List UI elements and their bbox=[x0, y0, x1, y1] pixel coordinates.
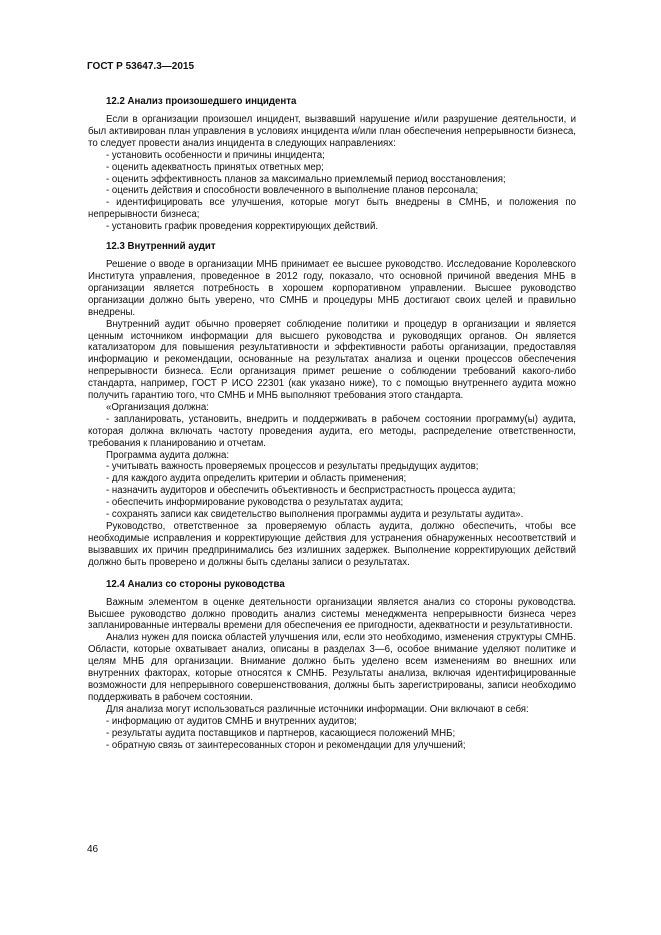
list-item: - учитывать важность проверяемых процессов и результаты предыдущих аудитов; bbox=[106, 461, 479, 473]
paragraph: Если в организации произошел инцидент, вызвавший нарушение и/или разрушение деятельности, и был активирован план управления в условиях инцидента и/или план обеспечения непрерывности бизнеса, то следует провести анализ инцидента в следующих направлениях: bbox=[88, 114, 576, 149]
list-item: - установить график проведения корректирующих действий. bbox=[106, 221, 379, 233]
paragraph: Программа аудита должна: bbox=[106, 449, 230, 461]
paragraph: Решение о вводе в организации МНБ принимает ее высшее руководство. Исследование Королевского Института управления, проведенное в 2012 году, показало, что основной причиной введения МНБ в организации является потребность в хорошем корпоративном управлении. Высшее руководство организации должно быть уверено, что СМНБ и процедуры МНБ достигают своих целей и правильно внедрены. bbox=[88, 259, 576, 318]
list-item: - оценить адекватность принятых ответных мер; bbox=[106, 161, 324, 173]
list-item: - результаты аудита поставщиков и партнеров, касающиеся положений МНБ; bbox=[106, 727, 456, 739]
section-heading: 12.4 Анализ со стороны руководства bbox=[106, 578, 285, 590]
section-12-3 bbox=[88, 241, 576, 569]
list-item: - оценить эффективность планов за максимально приемлемый период восстановления; bbox=[106, 173, 506, 185]
list-item: - сохранять записи как свидетельство выполнения программы аудита и результаты аудита». bbox=[106, 509, 524, 521]
list-item: - обеспечить информирование руководства о результатах аудита; bbox=[106, 497, 404, 509]
document-header: ГОСТ Р 53647.3—2015 bbox=[87, 61, 195, 72]
paragraph: Для анализа могут использоваться различные источники информации. Они включают в себя: bbox=[106, 703, 529, 715]
section-12-4 bbox=[88, 579, 576, 752]
list-item: - обратную связь от заинтересованных сторон и рекомендации для улучшений; bbox=[106, 739, 466, 751]
page-number: 46 bbox=[87, 844, 99, 855]
paragraph: Руководство, ответственное за проверяемую область аудита, должно обеспечить, чтобы все необходимые исправления и корректирующие действия для устранения обнаруженных несоответствий и вызвавших их причин предпринимались без излишних задержек. Выполнение корректирующих действий должно быть проверено и должны быть сделаны записи о результатах. bbox=[88, 521, 576, 568]
section-heading: 12.2 Анализ произошедшего инцидента bbox=[106, 96, 297, 107]
paragraph: Внутренний аудит обычно проверяет соблюдение политики и процедур в организации и является ценным источником информации для высшего руководства и руководящих органов. Он является катализатором для повышения результативности и эффективности работы организации, предоставляя информацию и рекомендации, основанные на результатах анализа и оценки процессов обеспечения непрерывности бизнеса. Если организация примет решение о соблюдении требований какого-либо стандарта, например, ГОСТ Р ИСО 22301 (как указано ниже), то с помощью внутреннего аудита можно получить гарантию того, что СМНБ и МНБ выполняют требования этого стандарта. bbox=[88, 318, 576, 402]
list-item: - установить особенности и причины инцидента; bbox=[106, 149, 325, 161]
paragraph: Анализ нужен для поиска областей улучшения или, если это необходимо, изменения структуры СМНБ. Области, которые охватывает анализ, описаны в разделах 3—6, особое внимание уделяют политике и целям МНБ для организации. Внимание должно быть уделено всем изменениям во внешних или внутренних факторах, которые относятся к СМНБ. Результаты анализа, включая идентифицированные возможности для непрерывного совершенствования, должны быть зарегистрированы, записи необходимо поддерживать в рабочем состоянии. bbox=[88, 632, 576, 703]
section-heading: 12.3 Внутренний аудит bbox=[106, 241, 216, 253]
paragraph: «Организация должна: bbox=[106, 401, 209, 413]
list-item: - идентифицировать все улучшения, которые могут быть внедрены в СМНБ, и положения по непрерывности бизнеса; bbox=[88, 197, 576, 221]
list-item: - назначить аудиторов и обеспечить объективность и беспристрастность процесса аудита; bbox=[106, 485, 516, 497]
page-content bbox=[88, 96, 576, 751]
list-item: - оценить действия и способности вовлеченного в выполнение планов персонала; bbox=[106, 185, 479, 197]
list-item: - информацию от аудитов СМНБ и внутренних аудитов; bbox=[106, 715, 357, 727]
paragraph: Важным элементом в оценке деятельности организации является анализ со стороны руководства. Высшее руководство должно проводить анализ системы менеджмента непрерывности бизнеса через запланированные интервалы времени для обеспечения ее пригодности, адекватности и результативности. bbox=[88, 596, 576, 632]
section-12-2 bbox=[88, 96, 576, 233]
list-item: - запланировать, установить, внедрить и поддерживать в рабочем состоянии программу(ы) аудита, которая должна включать частоту проведения аудита, его методы, распределение ответственности, требования к планированию и отчетам. bbox=[88, 413, 576, 449]
list-item: - для каждого аудита определить критерии и область применения; bbox=[106, 473, 407, 485]
